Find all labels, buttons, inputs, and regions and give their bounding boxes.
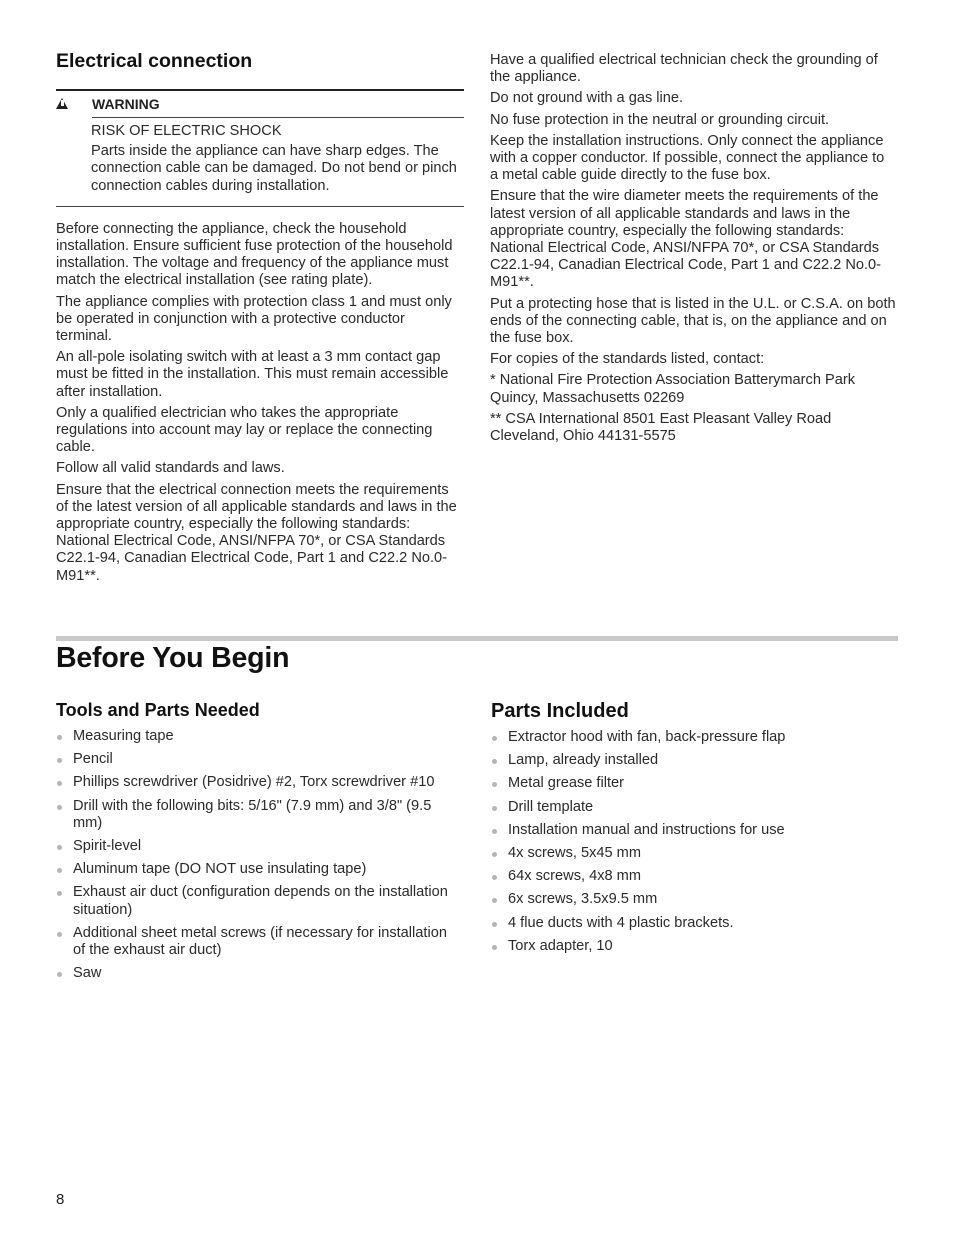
section-divider [56, 636, 898, 641]
list-item-text: 64x screws, 4x8 mm [508, 868, 641, 885]
paragraph: Follow all valid standards and laws. [56, 460, 285, 477]
warning-label: WARNING [92, 96, 160, 112]
list-item [491, 868, 891, 885]
paragraph: An all-pole isolating switch with at least a 3 mm contact gap must be fitted in the installation. This must remain accessible after installation. [56, 349, 449, 400]
warning-text: Parts inside the appliance can have sharp edges. The connection cable can be damaged. Do not bend or pinch connection cables during installation. [91, 143, 457, 194]
warning-box [56, 89, 464, 207]
list-item-text: 4 flue ducts with 4 plastic brackets. [508, 914, 734, 931]
list-item-text: Extractor hood with fan, back-pressure flap [508, 729, 786, 745]
bullet-icon [57, 735, 62, 740]
bullet-icon [492, 806, 497, 811]
list-item [491, 938, 891, 955]
paragraph: No fuse protection in the neutral or grounding circuit. [490, 111, 830, 128]
list-item [491, 891, 891, 908]
list-item-text: Additional sheet metal screws (if necessary for installation of the exhaust air duct) [73, 924, 447, 959]
list-item [56, 965, 456, 982]
footnote: ** CSA International 8501 East Pleasant Valley Road Cleveland, Ohio 44131-5575 [490, 410, 832, 445]
bullet-icon [492, 898, 497, 903]
parts-list [491, 729, 891, 955]
list-item-text: 4x screws, 5x45 mm [508, 845, 641, 862]
list-item-text: Metal grease filter [508, 775, 624, 792]
paragraph: Before connecting the appliance, check the household installation. Ensure sufficient fuse protection of the household installation. The voltage and frequency of the appliance must match the electrical installation (see rating plate). [56, 220, 453, 289]
right-column [490, 52, 896, 449]
warning-body [91, 118, 464, 195]
bullet-icon [492, 759, 497, 764]
list-item-text: Aluminum tape (DO NOT use insulating tape) [73, 861, 367, 878]
list-item [491, 845, 891, 862]
paragraph: Ensure that the electrical connection meets the requirements of the latest version of all applicable standards and laws in the appropriate country, especially the following standards: National Electrical Code, ANSI/NFPA 70*, or CSA Standards C22.1-94, Canadian Electrical Code, Part 1 and C22.2 No.0-M91**. [56, 481, 457, 584]
warning-triangle-icon [56, 98, 68, 109]
warning-header [92, 91, 464, 118]
list-item-text: Pencil [73, 751, 113, 768]
bullet-icon [57, 758, 62, 763]
bullet-icon [492, 829, 497, 834]
section-title: Before You Begin [56, 642, 290, 674]
list-item-text: Installation manual and instructions for use [508, 821, 785, 838]
footnote: * National Fire Protection Association Batterymarch Park Quincy, Massachusetts 02269 [490, 372, 856, 406]
list-item-text: Lamp, already installed [508, 752, 659, 769]
paragraph: Ensure that the wire diameter meets the requirements of the latest version of all applicable standards and laws in the appropriate country, especially the following standards: National Electrical Code, ANSI/NFPA 70*, or CSA Standards C22.1-94, Canadian Electrical Code, Part 1 and C22.2 No.0-M91**. [490, 188, 882, 291]
list-item [56, 751, 456, 768]
left-column [56, 50, 464, 589]
list-item-text: Spirit-level [73, 838, 142, 855]
list-item [56, 798, 456, 832]
list-item [491, 822, 891, 839]
list-item [56, 861, 456, 878]
tools-section [56, 700, 456, 988]
list-item [56, 925, 456, 959]
list-item-text: Drill with the following bits: 5/16" (7.9 mm) and 3/8" (9.5 mm) [73, 797, 432, 831]
list-item [491, 799, 891, 816]
list-item [491, 752, 891, 769]
bullet-icon [57, 868, 62, 873]
bullet-icon [57, 845, 62, 850]
paragraph: Do not ground with a gas line. [490, 90, 684, 107]
list-item [56, 774, 456, 791]
page-number: 8 [56, 1191, 65, 1208]
bullet-icon [57, 781, 62, 786]
list-item [56, 728, 456, 745]
bullet-icon [492, 782, 497, 787]
paragraph: Keep the installation instructions. Only connect the appliance with a copper conductor. If possible, connect the appliance to a metal cable guide directly to the fuse box. [490, 132, 885, 184]
bullet-icon [492, 945, 497, 950]
paragraph: Have a qualified electrical technician check the grounding of the appliance. [490, 52, 878, 86]
tools-list [56, 728, 456, 982]
bullet-icon [57, 972, 62, 977]
bullet-icon [492, 922, 497, 927]
list-item [491, 729, 891, 746]
paragraph: Only a qualified electrician who takes the appropriate regulations into account may lay or replace the connecting cable. [56, 404, 433, 456]
list-item-text: 6x screws, 3.5x9.5 mm [508, 891, 658, 908]
list-item-text: Saw [73, 965, 102, 982]
bullet-icon [492, 875, 497, 880]
bullet-icon [492, 736, 497, 741]
list-item-text: Torx adapter, 10 [508, 937, 613, 954]
parts-heading: Parts Included [491, 700, 629, 722]
bullet-icon [57, 891, 62, 896]
list-item-text: Drill template [508, 798, 594, 815]
bullet-icon [57, 805, 62, 810]
tools-heading: Tools and Parts Needed [56, 700, 260, 720]
paragraph: Put a protecting hose that is listed in the U.L. or C.S.A. on both ends of the connecting cable, that is, on the appliance and on the fuse box. [490, 295, 896, 347]
bullet-icon [492, 852, 497, 857]
list-item [491, 915, 891, 932]
warning-risk: RISK OF ELECTRIC SHOCK [91, 123, 282, 139]
list-item-text: Exhaust air duct (configuration depends on the installation situation) [73, 884, 448, 918]
bullet-icon [57, 932, 62, 937]
electrical-connection-heading: Electrical connection [56, 50, 253, 72]
paragraph: The appliance complies with protection class 1 and must only be operated in conjunction with a protective conductor terminal. [56, 293, 452, 345]
list-item [56, 884, 456, 918]
list-item-text: Measuring tape [73, 728, 174, 744]
parts-section [491, 700, 891, 961]
list-item [56, 838, 456, 855]
paragraph: For copies of the standards listed, contact: [490, 351, 765, 368]
list-item [491, 775, 891, 792]
list-item-text: Phillips screwdriver (Posidrive) #2, Torx screwdriver #10 [73, 774, 435, 791]
